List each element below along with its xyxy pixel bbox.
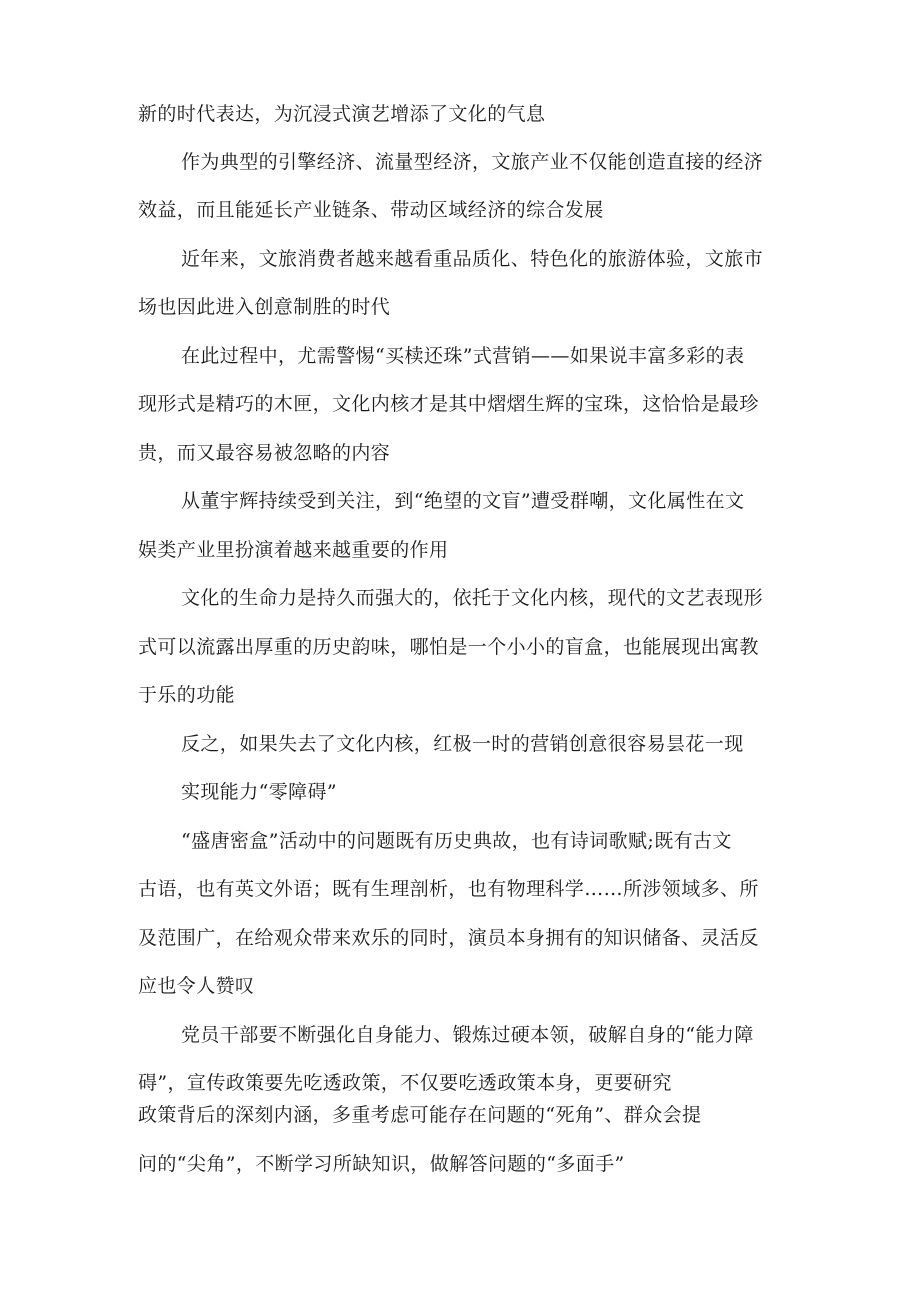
text-line-21: 碍”，宣传政策要先吃透政策，不仅要吃透政策本身，更要研究 [138,1072,672,1094]
text-line-10: 娱类产业里扮演着越来越重要的作用 [138,539,449,561]
text-line-7: 现形式是精巧的木匣，文化内核才是其中熠熠生辉的宝珠，这恰恰是最珍 [138,393,759,415]
text-line-11: 文化的生命力是持久而强大的，依托于文化内核，现代的文艺表现形 [181,587,764,609]
section-heading: 实现能力“零障碍” [181,781,338,803]
text-line-3: 效益，而且能延长产业链条、带动区域经济的综合发展 [138,199,604,221]
text-line-2: 作为典型的引擎经济、流量型经济，文旅产业不仅能创造直接的经济 [181,151,764,173]
text-line-4: 近年来，文旅消费者越来越看重品质化、特色化的旅游体验，文旅市 [181,248,764,270]
text-line-1: 新的时代表达，为沉浸式演艺增添了文化的气息 [138,103,546,125]
text-line-5: 场也因此进入创意制胜的时代 [138,296,391,318]
text-line-22: 政策背后的深刻内涵，多重考虑可能存在问题的“死角”、群众会提 [138,1104,702,1126]
text-line-12: 式可以流露出厚重的历史韵味，哪怕是一个小小的盲盒，也能展现出寓教 [138,636,759,658]
text-line-9: 从董宇辉持续受到关注，到“绝望的文盲”遭受群嘲，文化属性在文 [181,490,745,512]
text-line-16: “盛唐密盒”活动中的问题既有历史典故，也有诗词歌赋;既有古文 [181,830,732,852]
text-line-13: 于乐的功能 [138,684,236,706]
text-line-19: 应也令人赞叹 [138,975,255,997]
text-line-20: 党员干部要不断强化自身能力、锻炼过硬本领，破解自身的“能力障 [181,1024,754,1046]
text-line-17: 古语，也有英文外语；既有生理剖析，也有物理科学……所涉领域多、所 [138,878,759,900]
text-line-23: 问的“尖角”，不断学习所缺知识，做解答问题的“多面手” [138,1153,625,1175]
text-line-18: 及范围广，在给观众带来欢乐的同时，演员本身拥有的知识储备、灵活反 [138,927,759,949]
text-line-8: 贵，而又最容易被忽略的内容 [138,442,391,464]
text-line-6: 在此过程中，尤需警惕“买椟还珠”式营销——如果说丰富多彩的表 [181,345,745,367]
text-line-14: 反之，如果失去了文化内核，红极一时的营销创意很容易昙花一现 [181,733,744,755]
